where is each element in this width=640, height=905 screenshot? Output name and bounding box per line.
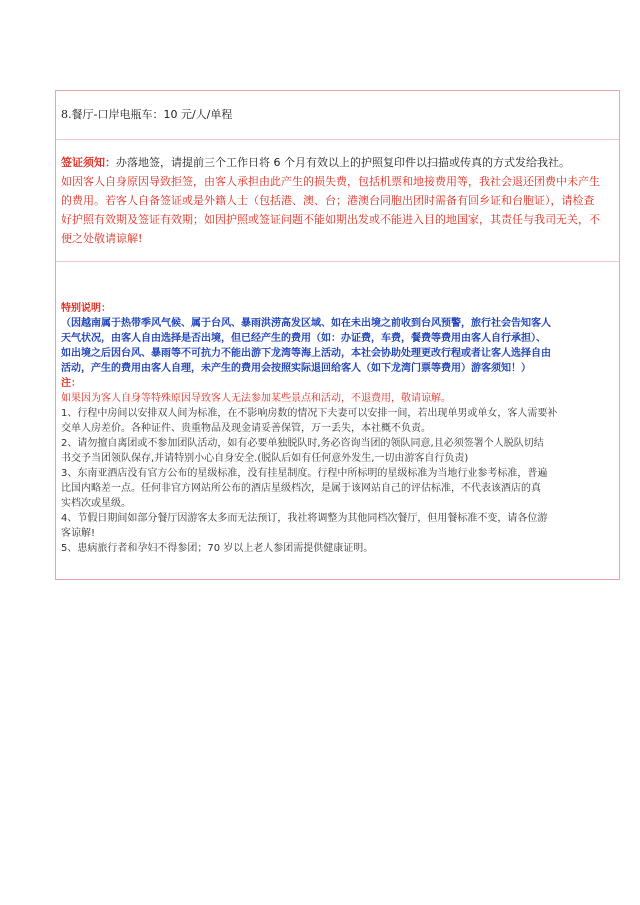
- note-item-line: 比国内略差一点。任何非官方网站所公布的酒店星级档次，是属于该网站自己的评估标准，不代表该酒店的真: [61, 483, 541, 494]
- note-item-line: 交单人房差价。各种证件、贵重物品及现金请妥善保管，万一丢失，本社概不负责。: [61, 423, 431, 434]
- note-item-line: 书交予当团领队保存,并请特别小心自身安全.(脱队后如有任何意外发生,一切由游客自行负责): [61, 453, 469, 464]
- visa-line-1: [61, 153, 615, 172]
- table-row-dining: [56, 91, 619, 139]
- note-label: 注：: [61, 378, 81, 389]
- itinerary-notes-table: [55, 90, 620, 580]
- weather-notice-line: 天气状况，由客人自由选择是否出境，但已经产生的费用（如：办证费，车费，餐费等费用由客人自行承担）、: [61, 333, 546, 344]
- note-text: 如果因为客人自身等特殊原因导致客人无法参加某些景点和活动，不退费用，敬请谅解。: [61, 393, 451, 404]
- weather-notice-line: （因越南属于热带季风气候、属于台风、暴雨洪涝高发区域、如在未出境之前收到台风预警，旅行社会告知客人: [61, 318, 551, 329]
- weather-notice-line: 活动，产生的费用由客人自理，未产生的费用会按照实际退回给客人（如下龙湾门票等费用）游客须知！）: [61, 363, 531, 374]
- dining-line: [61, 105, 615, 124]
- note-item-line: 4、节假日期间如部分餐厅因游客太多而无法预订，我社将调整为其他同档次餐厅，但用餐标准不变，请各位游: [61, 513, 548, 524]
- visa-label: 签证须知：: [61, 156, 116, 169]
- note-item-line: 3、东南亚酒店没有官方公布的星级标准，没有挂星制度。行程中所标明的星级标准为当地行业参考标准，普遍: [61, 468, 548, 479]
- item-number: 8.: [61, 108, 72, 121]
- visa-line: 如因客人自身原因导致拒签，由客人承担由此产生的损失费，包括机票和地接费用等，我社会退还团费中未产生: [61, 175, 600, 188]
- visa-line: 便之处敬请谅解!: [61, 232, 143, 245]
- table-row-special: [56, 261, 619, 579]
- special-label: 特别说明：: [61, 303, 111, 314]
- note-item-line: 5、患病旅行者和孕妇不得参团；70 岁以上老人参团需提供健康证明。: [61, 543, 374, 554]
- visa-text: 办落地签，请提前三个工作日将 6 个月有效以上的护照复印件以扫描或传真的方式发给我社。: [116, 156, 570, 169]
- weather-notice-line: 如出境之后因台风、暴雨等不可抗力不能出游下龙湾等海上活动，本社会协助处理更改行程或者让客人选择自由: [61, 348, 551, 359]
- note-item-line: 实档次或星级。: [61, 498, 131, 509]
- note-item-line: 客谅解!: [61, 528, 96, 539]
- visa-line: 的费用。若客人自备签证或是外籍人士（包括港、澳、台；港澳台同胞出团时需备有回乡证和台胞证），请检查: [61, 194, 595, 207]
- visa-line: 好护照有效期及签证有效期；如因护照或签证问题不能如期出发或不能进入目的地国家，其责任与我司无关，不: [61, 213, 600, 226]
- note-item-line: 1、行程中房间以安排双人间为标准，在不影响房数的情况下夫妻可以安排一间，若出现单男或单女，客人需要补: [61, 408, 558, 419]
- note-item-line: 2、请勿擅自离团或不参加团队活动，如有必要单独脱队时,务必咨询当团的领队同意,且必须签署个人脱队切结: [61, 438, 544, 449]
- dining-text: 餐厅-口岸电瓶车：10 元/人/单程: [71, 108, 233, 121]
- table-row-visa: [56, 139, 619, 261]
